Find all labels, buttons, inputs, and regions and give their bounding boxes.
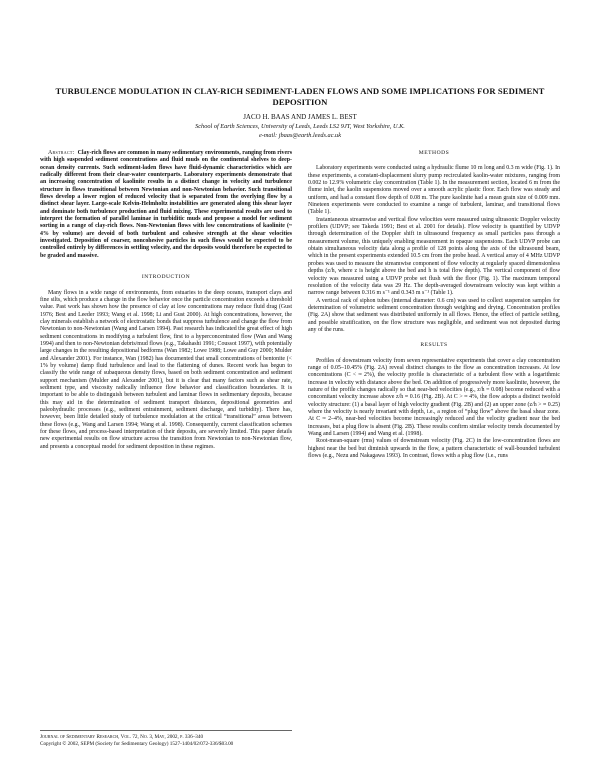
results-heading: RESULTS <box>420 342 448 349</box>
introduction-heading: INTRODUCTION <box>141 274 191 281</box>
results-paragraph-1: Profiles of downstream velocity from seven representative experiments that cover a clay concentration range of 0.05–10.45% (Fig. 2A) reveal distinct changes to the flow as concentration increases. At low concentrations (C < ≈ 2%), the velocity profile is characteristic of a turbulent flow with a logarithmic increase in velocity with distance above the bed. On addition of progressively more kaolinite, however, the nature of the profile changes radically so that near-bed velocities (e.g., z/h = 0.08) become reduced with a concomitant velocity increase above z/h ≈ 0.16 (Fig. 2B). At C > ≈ 4%, the flow adopts a distinct twofold velocity structure: (1) a basal layer of high velocity gradient (Fig. 2B) and (2) an upper zone (z/h > ≈ 0.25) where the velocity is nearly invariant with depth, i.e., a region of “plug flow” above the basal shear zone. At C ≈ 2–4%, near-bed velocities become increasingly reduced and the velocity gradient near the bed increases, but a plug flow is absent (Fig. 2B). These results confirm similar velocity trends documented by Wang and Larsen (1994) and Wang et al. (1998). <box>308 357 561 438</box>
paper-affiliation: School of Earth Sciences, University of Leeds, Leeds LS2 9JT, West Yorkshire, U.K. <box>195 123 405 130</box>
methods-paragraph-3: A vertical rack of siphon tubes (internal diameter: 0.6 cm) was used to collect suspension samples for determination of volumetric sediment concentration through weighing and drying. Concentration profiles (Fig. 2A) show that sediment was distributed uniformly in all flows. Hence, the effect of particle settling, and possible stratification, on the flow structure was negligible, and sediment was not deposited during any of the runs. <box>308 297 560 333</box>
paper-authors: JACO H. BAAS AND JAMES L. BEST <box>243 113 357 121</box>
abstract-label: Abstract: <box>48 150 75 156</box>
copyright-line: Copyright © 2002, SEPM (Society for Sedimentary Geology) 1527-1404/02/072-336/$03.00 <box>40 741 234 747</box>
methods-paragraph-1: Laboratory experiments were conducted using a hydraulic flume 10 m long and 0.3 m wide (Fig. 1). In these experiments, a constant-displacement slurry pump recirculated kaolin-water mixtures, ranging from 0.002 to 12.9% volumetric clay concentration (Table 1). In the measurement section, located 6 m from the flume inlet, the kaolin suspensions moved over a smooth acrylic plastic floor. Each flow was steady and uniform, and had a constant flow depth of 0.08 m. The pure kaolinite had a mean grain size of 0.009 mm. Nineteen experiments were conducted to examine a range of turbulent, laminar, and transitional flows (Table 1). <box>308 165 560 216</box>
introduction-paragraph: Many flows in a wide range of environments, from estuaries to the deep oceans, transport clays and fine silts, which produce a change in the flow behavior once the particle concentration exceeds a threshold value. Past work has shown how the presence of clay at low concentrations may reduce fluid drag (Gust 1976; Best and Leeder 1993; Wang et al. 1998; Li and Gust 2000). At high concentrations, however, the clay minerals establish a network of electrostatic bonds that suppress turbulence and change the flow from Newtonian to non-Newtonian (Wang and Larsen 1994). Past research has indicated the great effect of high sediment concentrations in modifying a turbulent flow, first to a hyperconcentrated flow (Wan and Wang 1994) and then to non-Newtonian debris/mud flows (e.g., Takahashi 1991; Coussot 1997), with potentially large changes in the resulting depositional bedforms (Wan 1982; Lowe 1988; Lowe and Guy 2000; Mulder and Alexander 2001). For instance, Wan (1982) has documented that small concentrations of bentonite (< 1% by volume) damp fluid turbulence and lead to the flattening of dunes. Recent work has begun to classify the wide range of subaqueous density flows, based on both sediment concentration and sediment support mechanism (Mulder and Alexander 2001), but it is clear that many factors such as shear rate, sediment type, and viscosity radically influence flow behavior and classification boundaries. It is important to be able to distinguish between turbulent and laminar flows in sedimentary deposits, because this may aid in the determination of sediment transport distances, depositional geometries and paleohydraulic processes (e.g., sediment entrainment, sediment discharge, and turbidity). There has, however, been little detailed study of turbulence modulation at the critical “transitional” areas between these flows (e.g., Wang and Larsen 1994; Wang et al. 1998). Consequently, current classification schemes for these flows, and process-based interpretation of their deposits, are severely limited. This paper details new experimental results on flow structure across the transition from Newtonian to non-Newtonian flow, and presents a conceptual model for sediment deposition in these regimes. <box>40 289 292 450</box>
methods-heading: METHODS <box>418 150 450 156</box>
paper-title: TURBULENCE MODULATION IN CLAY-RICH SEDIMENT-LADEN FLOWS AND SOME IMPLICATIONS FOR SEDIMENT DEPOSITION <box>55 86 545 107</box>
left-column <box>40 150 292 451</box>
right-column <box>308 150 560 460</box>
paper-email: e-mail: jbaas@earth.leeds.ac.uk <box>258 132 342 139</box>
methods-paragraph-2: Instantaneous streamwise and vertical flow velocities were measured using ultrasonic Doppler velocity profilers (UDVP; see Takeda 1991; Best et al. 2001 for details). Flow velocity is quantified by UDVP through determination of the Doppler shift in ultrasound frequency as small particles pass through a measurement volume, this uniquely enabling measurement in opaque suspensions. Each UDVP probe can obtain simultaneous velocity data along a profile of 128 points along the axis of the ultrasound beam, which in the present experiments extended 10.5 cm from the probe head. A vertical array of 4 MHz UDVP probes was used to measure the streamwise component of flow velocity at regularly spaced dimensionless depths (z/h, where z is height above the bed and h is total flow depth). The vertical component of flow velocity was measured using a UDVP probe set flush with the floor (Fig. 1). The maximum temporal resolution of the velocity data was 29 Hz. The depth-averaged downstream velocity was kept within a narrow range between 0.316 m s⁻¹ and 0.343 m s⁻¹ (Table 1). <box>308 216 560 297</box>
results-paragraph-2: Root-mean-square (rms) values of downstream velocity (Fig. 2C) in the low-concentration flows are highest near the bed but diminish upwards in the flow, a pattern characteristic of wall-bounded turbulent flows (e.g., Nezu and Nakagawa 1993). In contrast, flows with a plug flow (i.e., runs <box>308 438 560 460</box>
abstract-text: Clay-rich flows are common in many sedimentary environments, ranging from rivers with high suspended sediment concentrations and fluid muds on the continental shelves to deep-ocean density currents. Such sediment-laden flows have fluid-dynamic characteristics which are radically different from their clear-water counterparts. Laboratory experiments demonstrate that an increasing concentration of kaolinite results in a distinct change in velocity and turbulence structure in flows transitional between Newtonian and non-Newtonian behavior. Such transitional flows develop a lower region of reduced velocity that is separated from the overlying flow by a distinct shear layer. Large-scale Kelvin-Helmholtz instabilities are generated along this shear layer and dominate both turbulence production and fluid mixing. These experimental results are used to interpret the formation of parallel laminae in turbiditic muds and propose a model for sediment sorting in a range of clay-rich flows. Non-Newtonian flows with low concentrations of kaolinite (~ 4% by volume) are devoid of both turbulent and cohesive strength at the shear velocities investigated. Deposition of coarser, noncohesive particles in such flows would be expected to be controlled entirely by differences in settling velocity, and the deposits would therefore be expected to be graded and massive. <box>40 150 292 259</box>
journal-footer <box>40 730 292 748</box>
abstract <box>40 150 292 260</box>
journal-citation: Journal of Sedimentary Research, Vol. 72, No. 3, May, 2002, p. 336–340 <box>40 734 204 740</box>
